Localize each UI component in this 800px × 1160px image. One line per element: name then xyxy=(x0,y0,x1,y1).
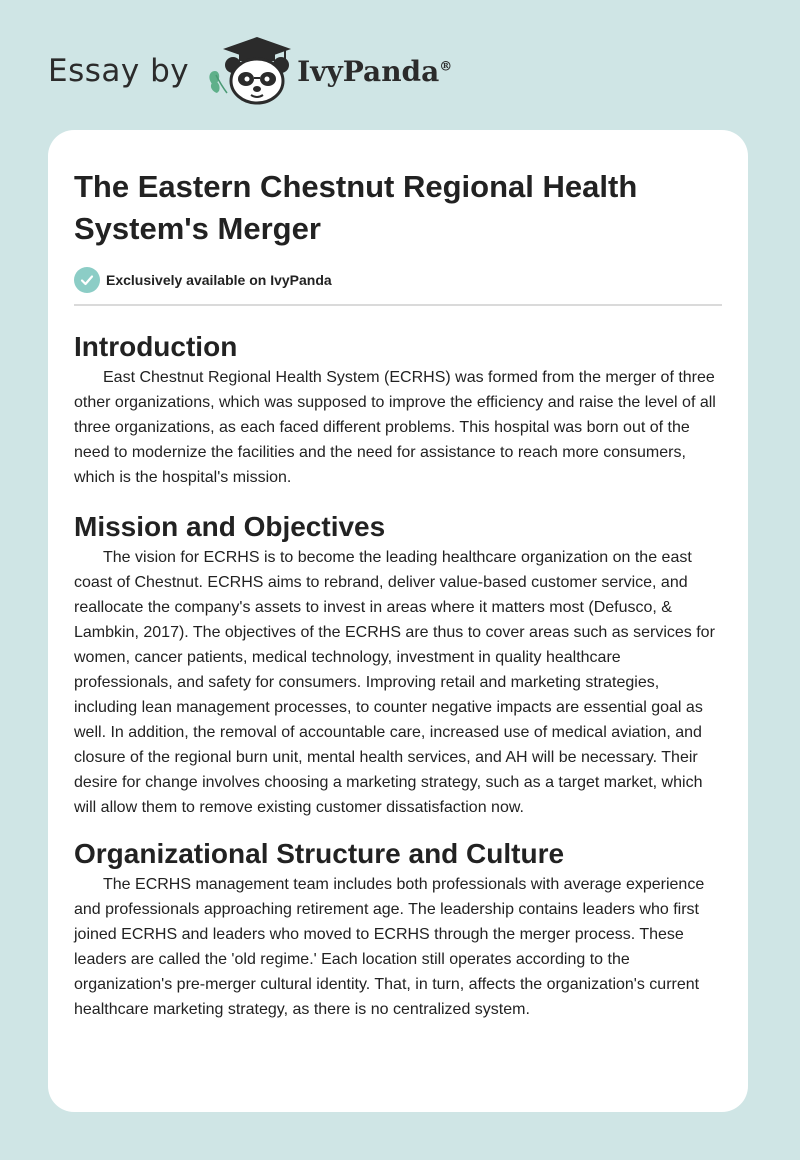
section-paragraph-structure: The ECRHS management team includes both professionals with average experience and professionals approaching retirement age. The leadership contains leaders who first joined ECRHS and leaders who moved to ECRHS through the merger process. These leaders are called the 'old regime.' Each location still operates according to the organization's pre-merger cultural identity. That, in turn, affects the organization's current healthcare marketing strategy, as there is no centralized system. xyxy=(74,876,705,1018)
exclusive-badge xyxy=(74,267,722,293)
section-heading-mission: Mission and Objectives xyxy=(74,511,386,542)
divider xyxy=(74,304,722,306)
brand-prefix: Essay by xyxy=(48,53,190,89)
brand-header[interactable] xyxy=(48,36,452,106)
badge-text: Exclusively available on IvyPanda xyxy=(106,272,332,288)
panda-graduate-icon xyxy=(203,35,295,107)
section-heading-introduction: Introduction xyxy=(74,331,238,362)
section-heading-structure: Organizational Structure and Culture xyxy=(74,838,565,869)
check-icon xyxy=(74,267,100,293)
essay-card xyxy=(48,130,748,1112)
brand-name: IvyPanda® xyxy=(297,54,453,88)
section-paragraph-mission: The vision for ECRHS is to become the leading healthcare organization on the east coast of Chestnut. ECRHS aims to rebrand, deliver value-based customer service, and reallocate the company's assets to invest in areas where it matters most (Defusco, & Lambkin, 2017). The objectives of the ECRHS are thus to cover areas such as services for women, cancer patients, medical technology, investment in quality healthcare professionals, and safety for consumers. Improving retail and marketing strategies, including lean management processes, to counter negative impacts are essential goal as well. In addition, the removal of accountable care, increased use of medical aviation, and closure of the regional burn unit, mental health services, and AH will be necessary. Their desire for change involves choosing a marketing strategy, such as a target market, which will allow them to remove existing customer dissatisfaction now. xyxy=(74,549,715,816)
section-paragraph-introduction: East Chestnut Regional Health System (ECRHS) was formed from the merger of three other organizations, which was supposed to improve the efficiency and raise the level of all three organizations, as each faced different problems. This hospital was born out of the need to modernize the facilities and the need for assistance to reach more consumers, which is the hospital's mission. xyxy=(74,369,716,486)
page-title: The Eastern Chestnut Regional Health System's Merger xyxy=(74,169,638,246)
